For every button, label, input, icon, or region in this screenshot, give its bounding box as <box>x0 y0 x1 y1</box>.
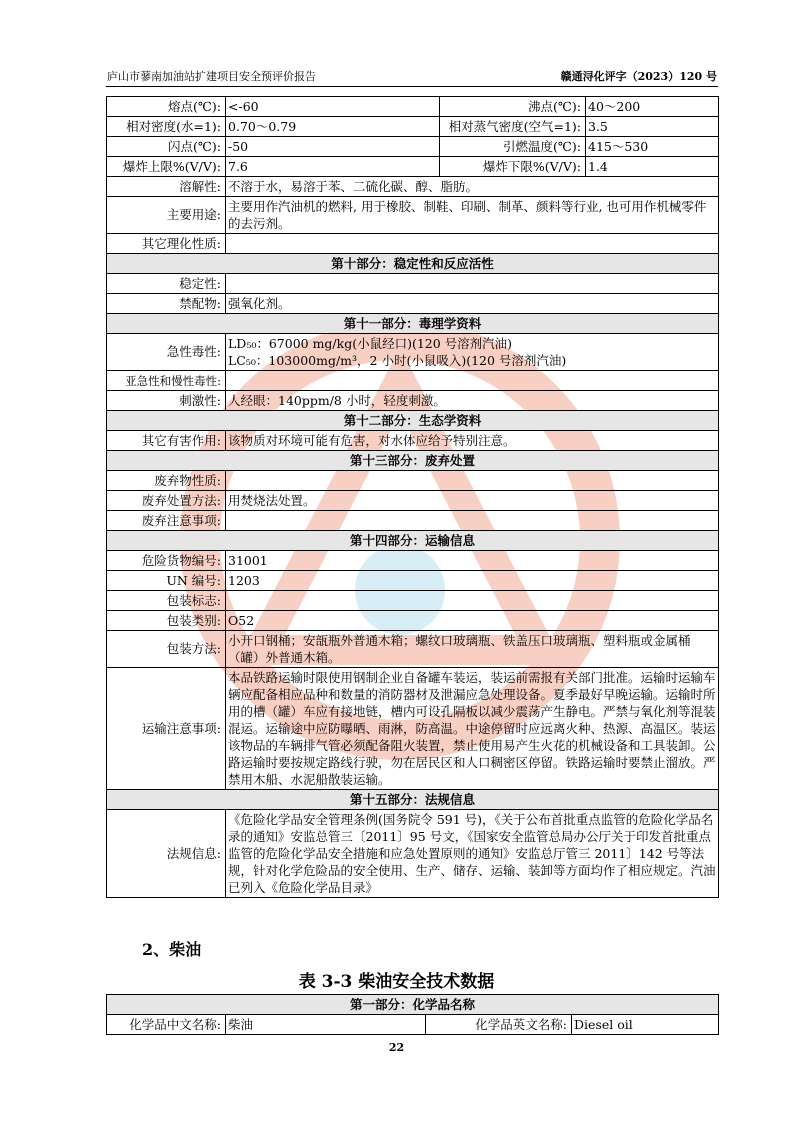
other-hazard-value: 该物质对环境可能有危害，对水体应给予特别注意。 <box>226 431 719 451</box>
section-15-title: 第十五部分：法规信息 <box>107 790 719 810</box>
page-number: 22 <box>388 1041 405 1054</box>
table-row <box>107 810 719 898</box>
table-row <box>107 391 719 411</box>
dg-number-value: 31001 <box>226 551 719 571</box>
incompatible-value: 强氧化剂。 <box>226 294 719 314</box>
un-number-label: UN 编号: <box>107 571 226 591</box>
table-row <box>107 591 719 611</box>
regulation-label: 法规信息: <box>107 810 226 898</box>
boiling-point-label: 沸点(℃): <box>440 97 586 117</box>
english-name-value: Diesel oil <box>572 1015 719 1035</box>
stability-label: 稳定性: <box>107 274 226 294</box>
table-row <box>107 611 719 631</box>
melting-point-value: <-60 <box>226 97 440 117</box>
section-header <box>107 995 719 1015</box>
section-header <box>107 531 719 551</box>
incompatible-label: 禁配物: <box>107 294 226 314</box>
waste-notes-value <box>226 511 719 531</box>
other-hazard-label: 其它有害作用: <box>107 431 226 451</box>
table-row <box>107 97 719 117</box>
melting-point-label: 熔点(℃): <box>107 97 226 117</box>
waste-disposal-value: 用焚烧法处置。 <box>226 491 719 511</box>
un-number-value: 1203 <box>226 571 719 591</box>
diesel-safety-table <box>106 994 719 1035</box>
section-10-title: 第十部分：稳定性和反应活性 <box>107 254 719 274</box>
section-13-title: 第十三部分：废弃处置 <box>107 451 719 471</box>
relative-density-value: 0.70～0.79 <box>226 117 440 137</box>
boiling-point-value: 40～200 <box>586 97 719 117</box>
pack-method-value: 小开口钢桶；安瓿瓶外普通木箱；螺纹口玻璃瓶、铁盖压口玻璃瓶、塑料瓶或金属桶（罐）外普通木箱。 <box>226 631 719 668</box>
vapor-density-value: 3.5 <box>586 117 719 137</box>
stability-value <box>226 274 719 294</box>
table-row <box>107 117 719 137</box>
pack-mark-label: 包装标志: <box>107 591 226 611</box>
explosion-upper-label: 爆炸上限%(V/V): <box>107 157 226 177</box>
other-props-value <box>226 234 719 254</box>
irritation-value: 人经眼：140ppm/8 小时，轻度刺激。 <box>226 391 719 411</box>
chinese-name-label: 化学品中文名称: <box>107 1015 226 1035</box>
table-row <box>107 431 719 451</box>
waste-disposal-label: 废弃处置方法: <box>107 491 226 511</box>
vapor-density-label: 相对蒸气密度(空气=1): <box>440 117 586 137</box>
lc50-text: LC₅₀：103000mg/m³，2 小时(小鼠吸入)(120 号溶剂汽油) <box>228 353 567 368</box>
chronic-toxicity-label: 亚急性和慢性毒性: <box>107 371 226 391</box>
table-caption: 表 3-3 柴油安全技术数据 <box>298 972 495 992</box>
table-row <box>107 511 719 531</box>
section-14-title: 第十四部分：运输信息 <box>107 531 719 551</box>
pack-class-label: 包装类别: <box>107 611 226 631</box>
pack-class-value: O52 <box>226 611 719 631</box>
pack-mark-value <box>226 591 719 611</box>
table-row <box>107 137 719 157</box>
flash-point-label: 闪点(℃): <box>107 137 226 157</box>
table-row <box>107 197 719 234</box>
main-use-label: 主要用途: <box>107 197 226 234</box>
waste-notes-label: 废弃注意事项: <box>107 511 226 531</box>
main-use-value: 主要用作汽油机的燃料, 用于橡胶、制鞋、印刷、制革、颜料等行业, 也可用作机械零件的去污剂。 <box>226 197 719 234</box>
ignition-temp-value: 415～530 <box>586 137 719 157</box>
section-1-title: 第一部分：化学品名称 <box>107 995 719 1015</box>
header-report-title: 庐山市蓼南加油站扩建项目安全预评价报告 <box>107 70 316 83</box>
section-header <box>107 790 719 810</box>
dg-number-label: 危险货物编号: <box>107 551 226 571</box>
table-row <box>107 294 719 314</box>
table-row <box>107 157 719 177</box>
transport-notes-label: 运输注意事项: <box>107 668 226 790</box>
table-row <box>107 1015 719 1035</box>
transport-notes-value: 本品铁路运输时限使用钢制企业自备罐车装运，装运前需报有关部门批准。运输时运输车辆应配备相应品种和数量的消防器材及泄漏应急处理设备。夏季最好早晚运输。运输时所用的槽（罐）车应有接地链，槽内可设孔隔板以减少震荡产生静电。严禁与氧化剂等混装混运。运输途中应防曝晒、雨淋，防高温。中途停留时应远离火种、热源、高温区。装运该物品的车辆排气管必须配备阻火装置，禁止使用易产生火花的机械设备和工具装卸。公路运输时要按规定路线行驶，勿在居民区和人口稠密区停留。铁路运输时要禁止溜放。严禁用木船、水泥船散装运输。 <box>226 668 719 790</box>
explosion-lower-label: 爆炸下限%(V/V): <box>440 157 586 177</box>
pack-method-label: 包装方法: <box>107 631 226 668</box>
explosion-lower-value: 1.4 <box>586 157 719 177</box>
section-header <box>107 314 719 334</box>
acute-toxicity-value <box>226 334 719 371</box>
explosion-upper-value: 7.6 <box>226 157 440 177</box>
header-rule <box>106 86 718 87</box>
table-row <box>107 177 719 197</box>
chronic-toxicity-value <box>226 371 719 391</box>
section-header <box>107 411 719 431</box>
acute-toxicity-label: 急性毒性: <box>107 334 226 371</box>
chinese-name-value: 柴油 <box>226 1015 426 1035</box>
table-row <box>107 274 719 294</box>
regulation-value: 《危险化学品安全管理条例(国务院令 591 号)，《关于公布首批重点监管的危险化学品名录的通知》安监总管三〔2011〕95 号文，《国家安全监管总局办公厅关于印发首批重点监管的危险化学品安全措施和应急处置原则的通知》安监总厅管三 2011〕142 号等法规，针对化学危险品的安全使用、生产、储存、运输、装卸等方面均作了相应规定。汽油已列入《危险化学品目录》 <box>226 810 719 898</box>
table-row <box>107 631 719 668</box>
gasoline-safety-table <box>106 96 719 898</box>
ld50-text: LD₅₀：67000 mg/kg(小鼠经口)(120 号溶剂汽油) <box>228 336 513 351</box>
irritation-label: 刺激性: <box>107 391 226 411</box>
solubility-value: 不溶于水，易溶于苯、二硫化碳、醇、脂肪。 <box>226 177 719 197</box>
header-report-number: 赣通浔化评字（2023）120 号 <box>560 70 717 83</box>
table-row <box>107 571 719 591</box>
table-row <box>107 668 719 790</box>
table-row <box>107 234 719 254</box>
waste-nature-value <box>226 471 719 491</box>
section-12-title: 第十二部分：生态学资料 <box>107 411 719 431</box>
table-row <box>107 471 719 491</box>
waste-nature-label: 废弃物性质: <box>107 471 226 491</box>
english-name-label: 化学品英文名称: <box>426 1015 572 1035</box>
relative-density-label: 相对密度(水=1): <box>107 117 226 137</box>
section-11-title: 第十一部分：毒理学资料 <box>107 314 719 334</box>
section-header <box>107 451 719 471</box>
section-subheading: 2、柴油 <box>142 940 202 959</box>
other-props-label: 其它理化性质: <box>107 234 226 254</box>
table-row <box>107 334 719 371</box>
section-header <box>107 254 719 274</box>
table-row <box>107 491 719 511</box>
solubility-label: 溶解性: <box>107 177 226 197</box>
table-row <box>107 371 719 391</box>
flash-point-value: -50 <box>226 137 440 157</box>
table-row <box>107 551 719 571</box>
ignition-temp-label: 引燃温度(℃): <box>440 137 586 157</box>
